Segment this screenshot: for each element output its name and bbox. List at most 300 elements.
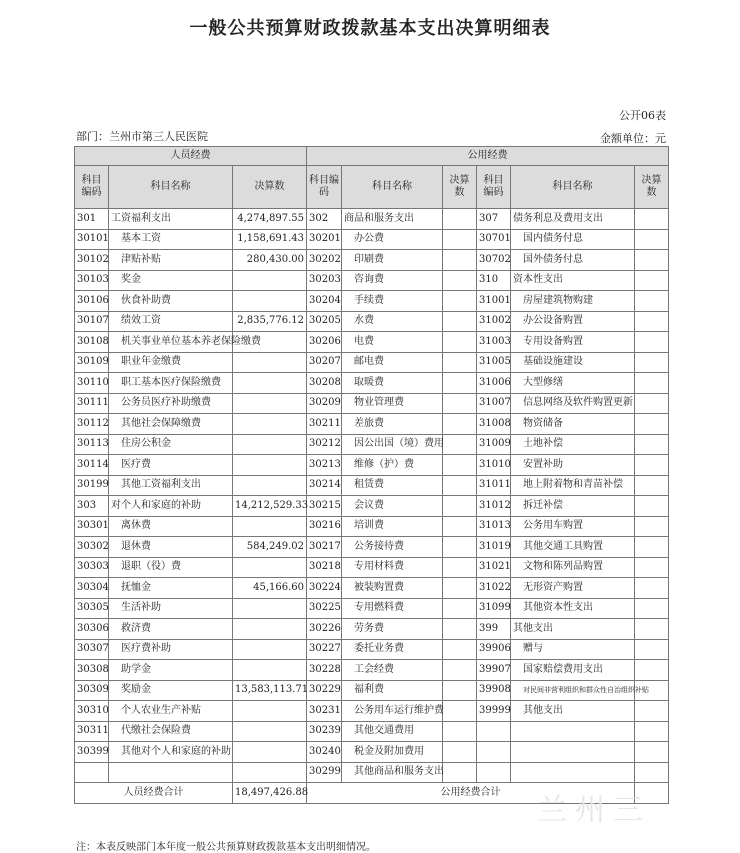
subject-name: 无形资产购置 [511, 578, 635, 599]
subject-code: 30229 [307, 680, 342, 701]
subject-code: 31022 [477, 578, 511, 599]
subject-name: 国外债务付息 [511, 250, 635, 271]
subject-name: 电费 [342, 332, 443, 353]
amount [443, 311, 477, 332]
amount: 2,835,776.12 [233, 311, 307, 332]
col-header-code: 科目编码 [307, 166, 342, 209]
subject-name: 会议费 [342, 496, 443, 517]
amount [233, 660, 307, 681]
subject-code: 30202 [307, 250, 342, 271]
subject-name: 公务接待费 [342, 537, 443, 558]
subject-name: 其他社会保障缴费 [109, 414, 233, 435]
subject-code: 30103 [75, 270, 109, 291]
col-header-code: 科目编码 [75, 166, 109, 209]
amount [635, 455, 669, 476]
amount [233, 598, 307, 619]
table-row [75, 475, 669, 496]
subject-name: 住房公积金 [109, 434, 233, 455]
amount [443, 475, 477, 496]
group-header-public: 公用经费 [307, 147, 669, 166]
table-row [75, 721, 669, 742]
subject-code: 39908 [477, 680, 511, 701]
amount [443, 373, 477, 394]
subject-code [477, 762, 511, 783]
table-row [75, 496, 669, 517]
subject-code: 30216 [307, 516, 342, 537]
subject-code: 30701 [477, 229, 511, 250]
subject-name: 工资福利支出 [109, 209, 233, 230]
subject-name: 房屋建筑物购建 [511, 291, 635, 312]
amount [635, 721, 669, 742]
amount [635, 332, 669, 353]
subject-name: 公务用车购置 [511, 516, 635, 537]
amount [233, 373, 307, 394]
subject-name: 土地补偿 [511, 434, 635, 455]
subject-name: 其他对个人和家庭的补助 [109, 742, 233, 763]
subject-name [109, 762, 233, 783]
amount [443, 639, 477, 660]
subject-name: 办公设备购置 [511, 311, 635, 332]
subject-code: 30218 [307, 557, 342, 578]
subject-code: 30204 [307, 291, 342, 312]
subject-code: 30231 [307, 701, 342, 722]
col-header-amount: 决算数 [635, 166, 669, 209]
public-total-label: 公用经费合计 [307, 783, 635, 804]
subject-name: 资本性支出 [511, 270, 635, 291]
table-row [75, 639, 669, 660]
subject-code: 30106 [75, 291, 109, 312]
subject-name: 债务利息及费用支出 [511, 209, 635, 230]
subject-code: 307 [477, 209, 511, 230]
amount [443, 434, 477, 455]
subject-name: 租赁费 [342, 475, 443, 496]
amount [233, 721, 307, 742]
subject-name: 培训费 [342, 516, 443, 537]
subject-name: 其他资本性支出 [511, 598, 635, 619]
subject-name: 差旅费 [342, 414, 443, 435]
subject-name: 伙食补助费 [109, 291, 233, 312]
subject-name: 基础设施建设 [511, 352, 635, 373]
table-row [75, 291, 669, 312]
subject-name: 国内债务付息 [511, 229, 635, 250]
amount: 13,583,113.71 [233, 680, 307, 701]
subject-name: 被装购置费 [342, 578, 443, 599]
amount: 45,166.60 [233, 578, 307, 599]
table-row [75, 537, 669, 558]
amount [635, 270, 669, 291]
amount [635, 762, 669, 783]
table-row [75, 229, 669, 250]
subject-name: 奖金 [109, 270, 233, 291]
subject-name [511, 721, 635, 742]
subject-name: 医疗费补助 [109, 639, 233, 660]
table-row [75, 660, 669, 681]
watermark: 兰州三 [537, 793, 651, 828]
amount [233, 639, 307, 660]
amount [443, 660, 477, 681]
table-row [75, 680, 669, 701]
table-row [75, 373, 669, 394]
subject-code: 30206 [307, 332, 342, 353]
amount [443, 455, 477, 476]
amount [443, 352, 477, 373]
subject-code: 39907 [477, 660, 511, 681]
subject-code: 30211 [307, 414, 342, 435]
subject-code: 30310 [75, 701, 109, 722]
subject-code: 30215 [307, 496, 342, 517]
subject-name: 手续费 [342, 291, 443, 312]
amount [233, 742, 307, 763]
amount [443, 680, 477, 701]
subject-name: 国家赔偿费用支出 [511, 660, 635, 681]
subject-code: 30399 [75, 742, 109, 763]
amount [233, 475, 307, 496]
subject-name: 水费 [342, 311, 443, 332]
col-header-code: 科目编码 [477, 166, 511, 209]
amount [635, 742, 669, 763]
subject-code: 30107 [75, 311, 109, 332]
footnote: 注：本表反映部门本年度一般公共预算财政拨款基本支出明细情况。 [76, 842, 376, 853]
subject-name: 赠与 [511, 639, 635, 660]
subject-code: 30702 [477, 250, 511, 271]
table-row [75, 762, 669, 783]
subject-name: 奖励金 [109, 680, 233, 701]
subject-name: 专用燃料费 [342, 598, 443, 619]
subject-code: 30225 [307, 598, 342, 619]
amount [635, 660, 669, 681]
amount [443, 270, 477, 291]
subject-name: 助学金 [109, 660, 233, 681]
amount [635, 701, 669, 722]
subject-code: 30111 [75, 393, 109, 414]
amount: 14,212,529.33 [233, 496, 307, 517]
subject-name: 福利费 [342, 680, 443, 701]
subject-name: 其他工资福利支出 [109, 475, 233, 496]
subject-code: 30307 [75, 639, 109, 660]
subject-code: 302 [307, 209, 342, 230]
table-row [75, 352, 669, 373]
col-header-name: 科目名称 [342, 166, 443, 209]
amount [443, 762, 477, 783]
subject-code: 31005 [477, 352, 511, 373]
subject-code: 30203 [307, 270, 342, 291]
subject-name: 基本工资 [109, 229, 233, 250]
subject-code: 31006 [477, 373, 511, 394]
subject-name [511, 742, 635, 763]
subject-code: 31010 [477, 455, 511, 476]
amount [233, 352, 307, 373]
amount [443, 496, 477, 517]
amount [233, 701, 307, 722]
subject-name: 其他支出 [511, 619, 635, 640]
amount [443, 393, 477, 414]
subject-code: 31011 [477, 475, 511, 496]
amount: 280,430.00 [233, 250, 307, 271]
subject-code: 30227 [307, 639, 342, 660]
subject-name: 维修（护）费 [342, 455, 443, 476]
subject-code: 30303 [75, 557, 109, 578]
subject-code: 31099 [477, 598, 511, 619]
subject-code: 303 [75, 496, 109, 517]
subject-name: 信息网络及软件购置更新 [511, 393, 635, 414]
table-row [75, 578, 669, 599]
table-row [75, 250, 669, 271]
subject-name: 邮电费 [342, 352, 443, 373]
subject-name: 公务用车运行维护费 [342, 701, 443, 722]
subject-code: 30299 [307, 762, 342, 783]
subject-code: 39999 [477, 701, 511, 722]
subject-code: 30201 [307, 229, 342, 250]
amount [443, 721, 477, 742]
subject-name: 个人农业生产补贴 [109, 701, 233, 722]
amount [635, 537, 669, 558]
amount [443, 701, 477, 722]
subject-name: 安置补助 [511, 455, 635, 476]
table-row [75, 516, 669, 537]
amount [443, 516, 477, 537]
subject-name: 劳务费 [342, 619, 443, 640]
subject-name: 委托业务费 [342, 639, 443, 660]
table-row [75, 393, 669, 414]
amount: 584,249.02 [233, 537, 307, 558]
amount [635, 373, 669, 394]
subject-code: 30207 [307, 352, 342, 373]
subject-code: 30199 [75, 475, 109, 496]
subject-code: 31009 [477, 434, 511, 455]
amount [443, 229, 477, 250]
amount [233, 455, 307, 476]
table-row [75, 209, 669, 230]
amount [635, 557, 669, 578]
amount [443, 619, 477, 640]
subject-code: 30217 [307, 537, 342, 558]
subject-code: 399 [477, 619, 511, 640]
subject-code: 31013 [477, 516, 511, 537]
subject-code: 31002 [477, 311, 511, 332]
group-header-personnel: 人员经费 [75, 147, 307, 166]
subject-code: 30101 [75, 229, 109, 250]
subject-name: 退职（役）费 [109, 557, 233, 578]
subject-code: 30212 [307, 434, 342, 455]
amount [635, 619, 669, 640]
amount [233, 434, 307, 455]
amount [233, 393, 307, 414]
personnel-total-amount: 18,497,426.88 [233, 783, 307, 804]
subject-name: 物资储备 [511, 414, 635, 435]
subject-code [477, 742, 511, 763]
amount [635, 352, 669, 373]
subject-code: 30213 [307, 455, 342, 476]
col-header-name: 科目名称 [109, 166, 233, 209]
subject-name: 税金及附加费用 [342, 742, 443, 763]
subject-name: 其他交通费用 [342, 721, 443, 742]
subject-code: 30214 [307, 475, 342, 496]
table-row [75, 455, 669, 476]
subject-name: 生活补助 [109, 598, 233, 619]
amount [443, 742, 477, 763]
subject-code: 31003 [477, 332, 511, 353]
subject-code: 31021 [477, 557, 511, 578]
amount [635, 516, 669, 537]
page-title: 一般公共预算财政拨款基本支出决算明细表 [189, 18, 551, 39]
subject-code: 301 [75, 209, 109, 230]
subject-code: 310 [477, 270, 511, 291]
amount [635, 578, 669, 599]
amount [635, 250, 669, 271]
subject-code: 30306 [75, 619, 109, 640]
subject-name: 大型修缮 [511, 373, 635, 394]
amount [443, 537, 477, 558]
subject-name: 办公费 [342, 229, 443, 250]
amount [443, 250, 477, 271]
subject-name: 地上附着物和青苗补偿 [511, 475, 635, 496]
amount [233, 414, 307, 435]
subject-code: 30311 [75, 721, 109, 742]
subject-name: 因公出国（境）费用 [342, 434, 443, 455]
subject-code: 30239 [307, 721, 342, 742]
subject-name: 咨询费 [342, 270, 443, 291]
subject-code: 30228 [307, 660, 342, 681]
subject-name: 代缴社会保险费 [109, 721, 233, 742]
subject-name [511, 762, 635, 783]
col-header-amount: 决算数 [233, 166, 307, 209]
subject-name: 抚恤金 [109, 578, 233, 599]
subject-code: 30302 [75, 537, 109, 558]
subject-code: 30224 [307, 578, 342, 599]
subject-name: 其他交通工具购置 [511, 537, 635, 558]
table-row [75, 619, 669, 640]
subject-name: 津贴补贴 [109, 250, 233, 271]
table-number: 公开06表 [619, 109, 666, 122]
table-row [75, 332, 669, 353]
subject-code: 30208 [307, 373, 342, 394]
subject-code: 30226 [307, 619, 342, 640]
subject-code: 31007 [477, 393, 511, 414]
subject-code: 30108 [75, 332, 109, 353]
subject-code: 31001 [477, 291, 511, 312]
subject-code: 30110 [75, 373, 109, 394]
subject-code: 31012 [477, 496, 511, 517]
subject-code: 31008 [477, 414, 511, 435]
subject-code: 30109 [75, 352, 109, 373]
subject-name: 工会经费 [342, 660, 443, 681]
subject-name: 救济费 [109, 619, 233, 640]
subject-name: 绩效工资 [109, 311, 233, 332]
table-row [75, 557, 669, 578]
subject-name: 商品和服务支出 [342, 209, 443, 230]
table-row [75, 311, 669, 332]
subject-code: 30301 [75, 516, 109, 537]
amount [443, 557, 477, 578]
table-body [75, 209, 669, 783]
personnel-total-label: 人员经费合计 [75, 783, 233, 804]
col-header-amount: 决算数 [443, 166, 477, 209]
amount [443, 414, 477, 435]
subject-name: 文物和陈列品购置 [511, 557, 635, 578]
subject-code: 30209 [307, 393, 342, 414]
subject-code: 30304 [75, 578, 109, 599]
amount [635, 414, 669, 435]
subject-code: 30114 [75, 455, 109, 476]
amount [233, 291, 307, 312]
subject-code: 30113 [75, 434, 109, 455]
subject-name: 职工基本医疗保险缴费 [109, 373, 233, 394]
amount [635, 291, 669, 312]
table-row [75, 414, 669, 435]
table-row [75, 742, 669, 763]
subject-name: 对个人和家庭的补助 [109, 496, 233, 517]
subject-name: 其他支出 [511, 701, 635, 722]
subject-name: 专用设备购置 [511, 332, 635, 353]
table-row [75, 434, 669, 455]
amount [233, 557, 307, 578]
amount [635, 209, 669, 230]
amount [635, 434, 669, 455]
subject-name: 退休费 [109, 537, 233, 558]
subject-name: 其他商品和服务支出 [342, 762, 443, 783]
table-row [75, 598, 669, 619]
subject-name: 专用材料费 [342, 557, 443, 578]
amount: 4,274,897.55 [233, 209, 307, 230]
amount [443, 291, 477, 312]
expenditure-table [74, 146, 669, 804]
subject-code: 30240 [307, 742, 342, 763]
amount [233, 619, 307, 640]
amount [233, 762, 307, 783]
subject-name: 医疗费 [109, 455, 233, 476]
subject-name: 机关事业单位基本养老保险缴费 [109, 332, 233, 353]
amount [635, 311, 669, 332]
amount-unit-label: 金额单位：元 [600, 132, 666, 145]
amount [233, 516, 307, 537]
subject-code [75, 762, 109, 783]
subject-code: 30205 [307, 311, 342, 332]
amount [443, 332, 477, 353]
amount [635, 393, 669, 414]
amount [635, 229, 669, 250]
department-label: 部门：兰州市第三人民医院 [76, 130, 208, 143]
subject-name: 拆迁补偿 [511, 496, 635, 517]
subject-code: 39906 [477, 639, 511, 660]
amount [635, 496, 669, 517]
subject-name: 公务员医疗补助缴费 [109, 393, 233, 414]
table-row [75, 701, 669, 722]
subject-code: 30308 [75, 660, 109, 681]
subject-name: 物业管理费 [342, 393, 443, 414]
amount [635, 639, 669, 660]
table-row [75, 270, 669, 291]
subject-code: 30305 [75, 598, 109, 619]
amount: 1,158,691.43 [233, 229, 307, 250]
amount [635, 598, 669, 619]
amount [443, 578, 477, 599]
subject-code [477, 721, 511, 742]
subject-name: 取暖费 [342, 373, 443, 394]
amount [635, 475, 669, 496]
amount [443, 209, 477, 230]
subject-name: 印刷费 [342, 250, 443, 271]
amount [233, 270, 307, 291]
amount [443, 598, 477, 619]
subject-code: 30112 [75, 414, 109, 435]
subject-code: 30102 [75, 250, 109, 271]
subject-name: 离休费 [109, 516, 233, 537]
subject-code: 31019 [477, 537, 511, 558]
subject-code: 30309 [75, 680, 109, 701]
subject-name: 职业年金缴费 [109, 352, 233, 373]
col-header-name: 科目名称 [511, 166, 635, 209]
subject-name: 对民间非营利组织和群众性自治组织补贴 [511, 680, 635, 701]
